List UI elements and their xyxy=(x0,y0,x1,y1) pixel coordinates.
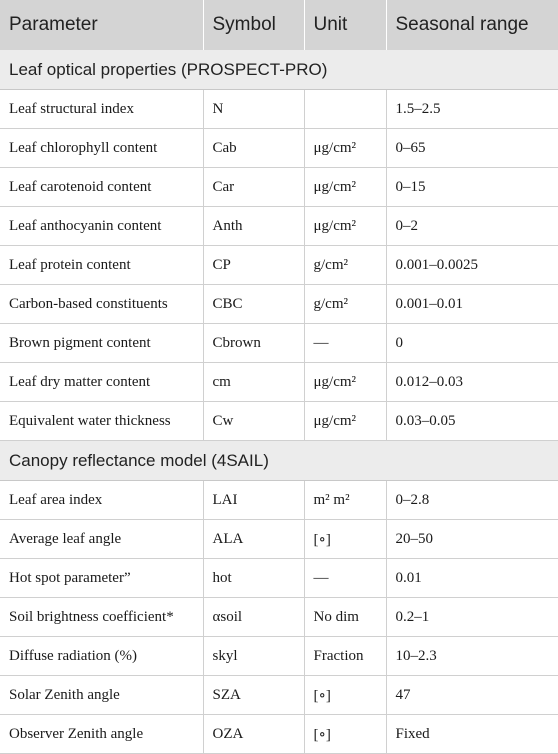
cell-range: 0.03–0.05 xyxy=(386,402,558,441)
cell-unit: — xyxy=(304,324,386,363)
table-row xyxy=(0,207,558,246)
cell-range: 0 xyxy=(386,324,558,363)
table-row xyxy=(0,402,558,441)
section-row xyxy=(0,50,558,90)
cell-parameter: Brown pigment content xyxy=(0,324,203,363)
cell-unit: Fraction xyxy=(304,637,386,676)
table-row xyxy=(0,168,558,207)
table-row xyxy=(0,363,558,402)
cell-parameter: Leaf structural index xyxy=(0,90,203,129)
cell-parameter: Leaf carotenoid content xyxy=(0,168,203,207)
cell-symbol: LAI xyxy=(203,481,304,520)
cell-parameter: Hot spot parameter” xyxy=(0,559,203,598)
table-row xyxy=(0,285,558,324)
cell-parameter: Leaf protein content xyxy=(0,246,203,285)
cell-symbol: CBC xyxy=(203,285,304,324)
cell-symbol: CP xyxy=(203,246,304,285)
header-symbol: Symbol xyxy=(203,0,304,50)
cell-range: 0.001–0.0025 xyxy=(386,246,558,285)
cell-parameter: Leaf chlorophyll content xyxy=(0,129,203,168)
table-body xyxy=(0,50,558,754)
cell-symbol: Car xyxy=(203,168,304,207)
cell-range: 20–50 xyxy=(386,520,558,559)
cell-parameter: Leaf anthocyanin content xyxy=(0,207,203,246)
table-row xyxy=(0,481,558,520)
table-row xyxy=(0,676,558,715)
table-row xyxy=(0,324,558,363)
table-row xyxy=(0,129,558,168)
cell-symbol: hot xyxy=(203,559,304,598)
cell-range: 0.012–0.03 xyxy=(386,363,558,402)
cell-unit: [∘] xyxy=(304,676,386,715)
header-unit: Unit xyxy=(304,0,386,50)
cell-symbol: N xyxy=(203,90,304,129)
cell-unit: μg/cm² xyxy=(304,168,386,207)
cell-symbol: Cbrown xyxy=(203,324,304,363)
cell-range: Fixed xyxy=(386,715,558,754)
cell-range: 0–2.8 xyxy=(386,481,558,520)
cell-parameter: Diffuse radiation (%) xyxy=(0,637,203,676)
cell-range: 0.2–1 xyxy=(386,598,558,637)
cell-unit: g/cm² xyxy=(304,285,386,324)
cell-unit: m² m² xyxy=(304,481,386,520)
table-row xyxy=(0,90,558,129)
cell-range: 1.5–2.5 xyxy=(386,90,558,129)
header-parameter: Parameter xyxy=(0,0,203,50)
cell-range: 0.01 xyxy=(386,559,558,598)
cell-symbol: Anth xyxy=(203,207,304,246)
cell-parameter: Solar Zenith angle xyxy=(0,676,203,715)
cell-unit: μg/cm² xyxy=(304,129,386,168)
cell-symbol: αsoil xyxy=(203,598,304,637)
table-header xyxy=(0,0,558,50)
cell-symbol: skyl xyxy=(203,637,304,676)
cell-unit: μg/cm² xyxy=(304,402,386,441)
cell-range: 47 xyxy=(386,676,558,715)
cell-parameter: Average leaf angle xyxy=(0,520,203,559)
cell-unit: — xyxy=(304,559,386,598)
cell-range: 10–2.3 xyxy=(386,637,558,676)
cell-range: 0–15 xyxy=(386,168,558,207)
table-row xyxy=(0,246,558,285)
header-range: Seasonal range xyxy=(386,0,558,50)
cell-range: 0–2 xyxy=(386,207,558,246)
table-row xyxy=(0,715,558,754)
cell-unit xyxy=(304,90,386,129)
cell-unit: [∘] xyxy=(304,715,386,754)
cell-unit: μg/cm² xyxy=(304,207,386,246)
cell-symbol: OZA xyxy=(203,715,304,754)
table-row xyxy=(0,598,558,637)
table-row xyxy=(0,637,558,676)
section-title: Leaf optical properties (PROSPECT-PRO) xyxy=(0,50,558,90)
cell-parameter: Leaf area index xyxy=(0,481,203,520)
cell-symbol: ALA xyxy=(203,520,304,559)
cell-symbol: SZA xyxy=(203,676,304,715)
table-row xyxy=(0,520,558,559)
cell-parameter: Carbon-based constituents xyxy=(0,285,203,324)
cell-parameter: Equivalent water thickness xyxy=(0,402,203,441)
section-row xyxy=(0,441,558,481)
cell-unit: g/cm² xyxy=(304,246,386,285)
cell-parameter: Soil brightness coefficient* xyxy=(0,598,203,637)
cell-symbol: cm xyxy=(203,363,304,402)
cell-symbol: Cw xyxy=(203,402,304,441)
section-title: Canopy reflectance model (4SAIL) xyxy=(0,441,558,481)
cell-range: 0.001–0.01 xyxy=(386,285,558,324)
cell-symbol: Cab xyxy=(203,129,304,168)
cell-range: 0–65 xyxy=(386,129,558,168)
cell-unit: [∘] xyxy=(304,520,386,559)
cell-unit: No dim xyxy=(304,598,386,637)
cell-parameter: Leaf dry matter content xyxy=(0,363,203,402)
cell-parameter: Observer Zenith angle xyxy=(0,715,203,754)
cell-unit: μg/cm² xyxy=(304,363,386,402)
table-row xyxy=(0,559,558,598)
